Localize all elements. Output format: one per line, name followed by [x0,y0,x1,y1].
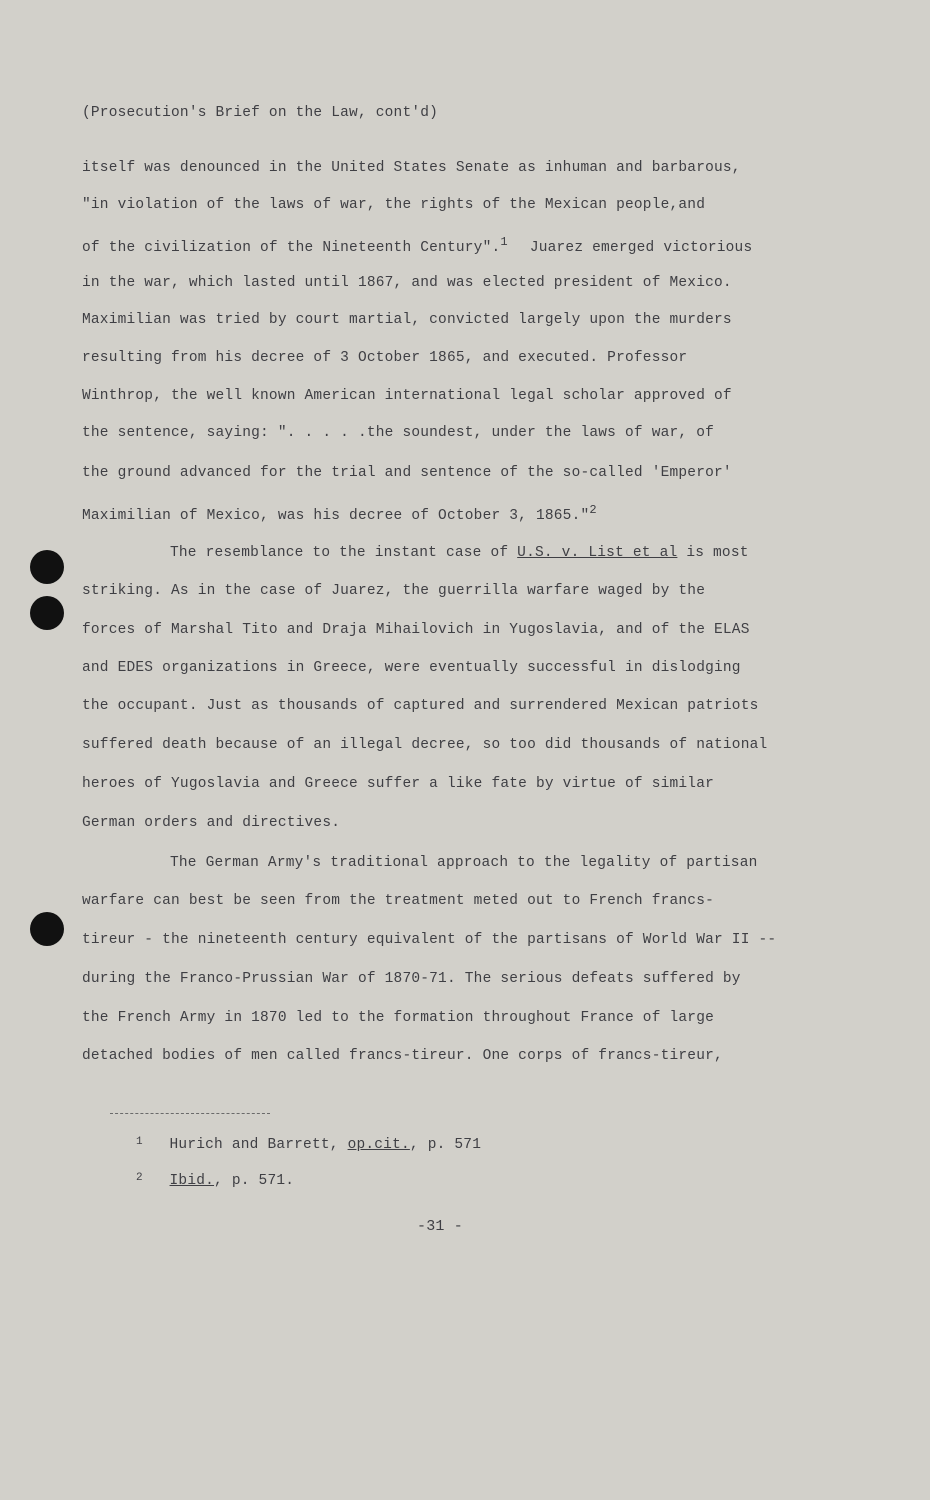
body-line: the French Army in 1870 led to the formation throughout France of large [82,1010,715,1026]
body-text: is most [686,545,749,561]
body-line: Winthrop, the well known American international legal scholar approved of [82,388,732,404]
body-line: warfare can best be seen from the treatment meted out to French francs- [82,893,715,909]
body-line: in the war, which lasted until 1867, and was elected president of Mexico. [82,275,732,291]
body-text: of the civilization of the Nineteenth Century". [82,239,501,256]
body-line: striking. As in the case of Juarez, the guerrilla warfare waged by the [82,583,706,599]
footnote [136,1137,481,1153]
body-line: heroes of Yugoslavia and Greece suffer a like fate by virtue of similar [82,776,715,792]
body-line: itself was denounced in the United States Senate as inhuman and barbarous, [82,160,741,176]
footnote-text: Hurich and Barrett, [169,1137,339,1153]
punch-hole [30,596,64,630]
page-header: (Prosecution's Brief on the Law, cont'd) [82,105,439,121]
footnote-marker: 2 [589,503,597,517]
footnote-separator [110,1113,270,1114]
body-line: tireur - the nineteenth century equivalent of the partisans of World War II -- [82,932,777,948]
body-line [82,503,597,524]
footnote-marker: 1 [500,235,508,249]
body-line: the ground advanced for the trial and sentence of the so-called 'Emperor' [82,465,732,481]
punch-hole [30,912,64,946]
body-line: resulting from his decree of 3 October 1865, and executed. Professor [82,350,688,366]
footnote-ref: op.cit. [347,1137,410,1153]
case-citation: U.S. v. List et al [517,545,678,561]
body-line: during the Franco-Prussian War of 1870-71. The serious defeats suffered by [82,971,741,987]
body-line: German orders and directives. [82,815,341,831]
footnote [136,1173,294,1189]
body-line [82,235,752,256]
body-line: "in violation of the laws of war, the rights of the Mexican people,and [82,197,706,213]
punch-hole [30,550,64,584]
body-text: Maximilian of Mexico, was his decree of October 3, 1865." [82,507,590,524]
footnote-number: 1 [136,1136,143,1148]
footnote-page: , p. 571. [214,1173,295,1189]
body-line: detached bodies of men called francs-tireur. One corps of francs-tireur, [82,1048,723,1064]
body-line: and EDES organizations in Greece, were eventually successful in dislodging [82,660,741,676]
footnote-page: , p. 571 [409,1137,482,1153]
body-line: Maximilian was tried by court martial, convicted largely upon the murders [82,312,732,328]
body-line: the occupant. Just as thousands of captured and surrendered Mexican patriots [82,698,759,714]
body-line: suffered death because of an illegal decree, so too did thousands of national [82,737,768,753]
body-text: Juarez emerged victorious [529,239,753,256]
footnote-ref: Ibid. [169,1173,215,1189]
body-text: The resemblance to the instant case of [170,545,509,561]
body-line: The German Army's traditional approach to the legality of partisan [170,855,758,871]
body-line: the sentence, saying: ". . . . .the soundest, under the laws of war, of [82,425,715,441]
footnote-number: 2 [136,1172,143,1184]
page-number: -31 - [417,1218,464,1235]
body-line: forces of Marshal Tito and Draja Mihailovich in Yugoslavia, and of the ELAS [82,622,750,638]
body-line [170,545,749,561]
